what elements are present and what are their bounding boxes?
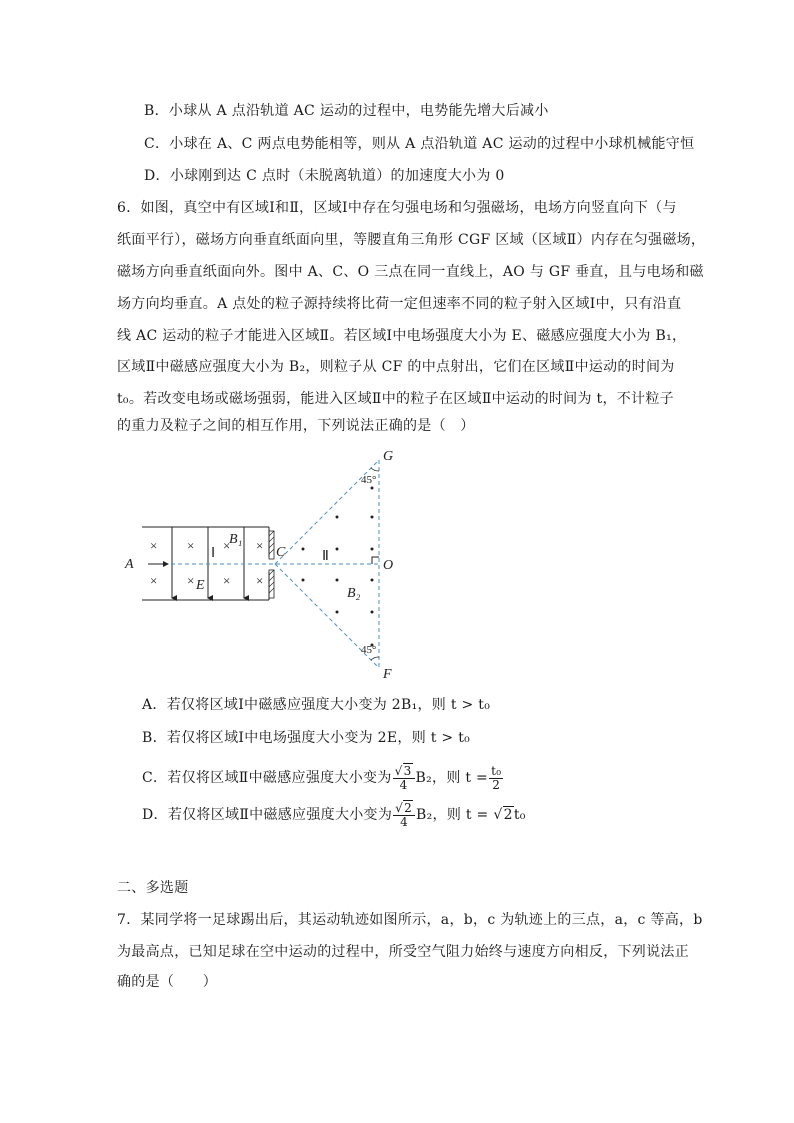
angle-arc-bottom (371, 657, 379, 660)
svg-text:×: × (150, 573, 158, 588)
svg-text:×: × (223, 573, 231, 588)
q6-option-d-rad: 2 (503, 807, 513, 823)
q6-option-a: A．若仅将区域Ⅰ中磁感应强度大小变为 2B₁，则 t > t₀ (142, 697, 491, 713)
label-region-i: Ⅰ (211, 546, 216, 561)
q6-option-c-t-fraction (489, 765, 503, 792)
q7-stem-line-2: 为最高点，已知足球在空中运动的过程中，所受空气阻力始终与速度方向相反，下列说法正 (117, 944, 689, 960)
label-region-ii: Ⅱ (322, 549, 329, 564)
q6-stem-line-2: 纸面平行），磁场方向垂直纸面向里，等腰直角三角形 CGF 区域（区域Ⅱ）内存在匀强磁场， (117, 232, 706, 248)
plate-top (269, 531, 274, 559)
q6-stem-line-3: 磁场方向垂直纸面向外。图中 A、C、O 三点在同一直线上，AO 与 GF 垂直，且与电场和磁 (117, 264, 704, 280)
svg-text:×: × (187, 538, 195, 553)
q6-stem-line-4: 场方向均垂直。A 点处的粒子源持续将比荷一定但速率不同的粒子射入区域Ⅰ中，只有沿直 (117, 296, 682, 312)
q6-option-c (142, 762, 504, 794)
q6-option-c-prefix: C．若仅将区域Ⅱ中磁感应强度大小变为 (142, 770, 392, 786)
q6-stem-line-5: 线 AC 运动的粒子才能进入区域Ⅱ。若区域Ⅰ中电场强度大小为 E、磁感应强度大小为 B₁， (117, 328, 687, 344)
q6-option-b: B．若仅将区域Ⅰ中电场强度大小变为 2E，则 t > t₀ (142, 730, 471, 746)
angle-label-bottom: 45° (361, 644, 377, 656)
q6-option-c-denominator: 4 (399, 777, 408, 792)
q6-option-d-suffix: t₀ (513, 807, 526, 823)
magnetic-field-crosses (150, 538, 263, 588)
q6-stem-line-8: 的重力及粒子之间的相互作用，下列说法正确的是（ ） (117, 418, 475, 434)
label-o: O (383, 558, 394, 573)
plate-bottom (269, 570, 274, 598)
svg-text:×: × (187, 573, 195, 588)
section-heading-multiple-choice: 二、多选题 (117, 880, 189, 896)
magnetic-field-dots (302, 487, 374, 647)
q6-option-c-t-num: t₀ (491, 763, 502, 778)
q5-option-c: C．小球在 A、C 两点电势能相等，则从 A 点沿轨道 AC 运动的过程中小球机械能守恒 (144, 136, 695, 152)
angle-label-top: 45° (361, 474, 377, 486)
label-c: C (276, 545, 286, 560)
q6-option-c-mid: B₂，则 t = (415, 770, 489, 786)
svg-text:×: × (150, 538, 158, 553)
label-b1: B₁ (229, 532, 243, 547)
q6-stem-line-1: 6．如图，真空中有区域Ⅰ和Ⅱ，区域Ⅰ中存在匀强电场和匀强磁场，电场方向竖直向下（与 (117, 200, 677, 216)
q5-option-d: D．小球刚到达 C 点时（未脱离轨道）的加速度大小为 0 (144, 168, 505, 184)
q6-stem-line-6: 区域Ⅱ中磁感应强度大小为 B₂，则粒子从 CF 的中点射出，它们在区域Ⅱ中运动的时间为 (117, 359, 675, 375)
q6-option-d-denominator: 4 (400, 814, 409, 829)
q6-option-c-t-den: 2 (492, 777, 501, 792)
label-b2: B₂ (347, 586, 361, 601)
q7-stem-line-3: 确的是（ ） (117, 974, 218, 990)
label-g: G (383, 449, 394, 464)
right-angle-mark (372, 557, 379, 564)
svg-text:×: × (256, 538, 264, 553)
q6-figure (110, 440, 420, 685)
q6-option-c-fraction: $\frac{√3}{4}$ (393, 765, 415, 792)
q5-option-b: B．小球从 A 点沿轨道 AC 运动的过程中，电势能先增大后减小 (144, 103, 549, 119)
q6-option-d-prefix: D．若仅将区域Ⅱ中磁感应强度大小变为 (142, 807, 393, 823)
label-a: A (125, 557, 134, 572)
label-f: F (383, 667, 392, 682)
svg-text:×: × (256, 573, 264, 588)
q6-stem-line-7: t₀。若改变电场或磁场强弱，能进入区域Ⅱ中的粒子在区域Ⅱ中运动的时间为 t，不计粒子 (117, 391, 674, 407)
q6-option-d-radicand: 2 (404, 800, 413, 815)
q6-option-d: D．若仅将区域Ⅱ中磁感应强度大小变为 $\frac{√2}{4}$ B₂，则 t = √2t₀ (142, 800, 526, 829)
q7-stem-line-1: 7．某同学将一足球踢出后，其运动轨迹如图所示，a，b，c 为轨迹上的三点，a，c 等高，b (117, 912, 703, 928)
q6-option-c-radicand: 3 (403, 763, 412, 778)
label-e: E (196, 578, 205, 593)
svg-text:×: × (223, 538, 231, 553)
q6-option-d-mid: B₂，则 t = (416, 807, 489, 823)
q6-option-d-fraction: $\frac{√2}{4}$ (393, 802, 415, 829)
angle-arc-top (371, 468, 379, 471)
